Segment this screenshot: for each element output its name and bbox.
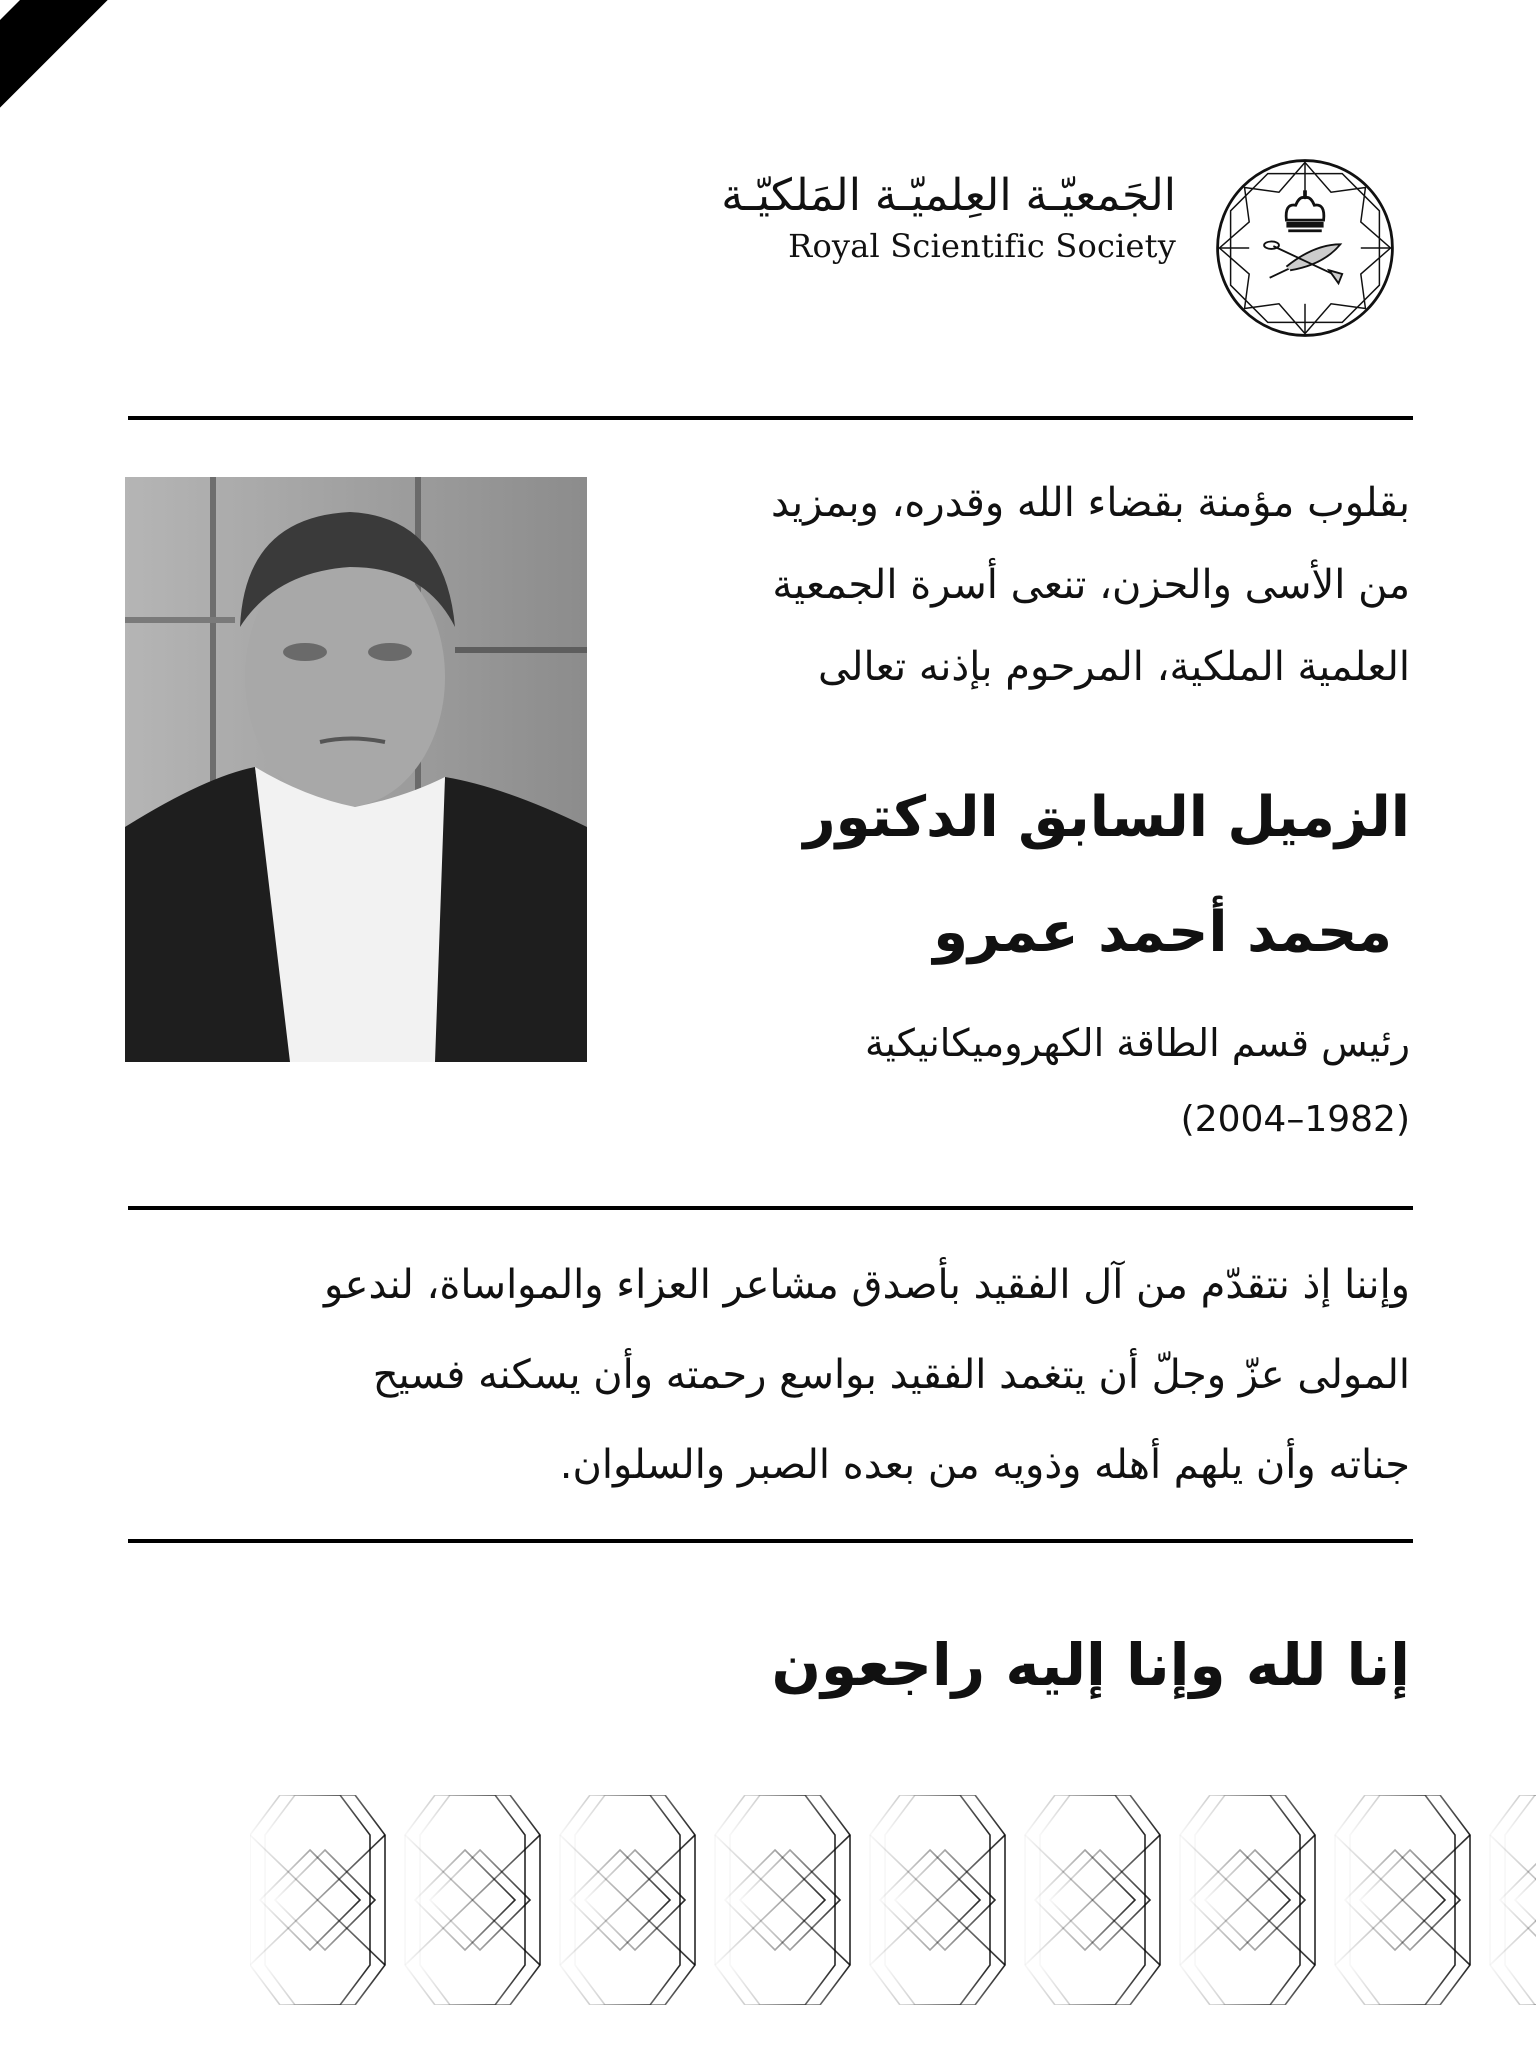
divider-middle [128,1206,1413,1210]
condolence-paragraph [120,1240,1410,1510]
condolence-line: وإننا إذ نتقدّم من آل الفقيد بأصدق مشاعر العزاء والمواساة، لندعو [324,1262,1410,1308]
intro-paragraph [730,462,1410,708]
rss-emblem-icon [1212,155,1398,341]
deceased-service-years: (2004–1982) [1180,1099,1410,1140]
deceased-position: رئيس قسم الطاقة الكهروميكانيكية [864,1021,1410,1065]
divider-top [128,416,1413,420]
condolence-line: جناته وأن يلهم أهله وذويه من بعده الصبر والسلوان. [559,1442,1410,1488]
divider-bottom [128,1539,1413,1543]
mourning-ribbon [0,0,267,124]
intro-line: العلمية الملكية، المرحوم بإذنه تعالى [817,644,1410,690]
deceased-photo [125,477,587,1062]
organization-name-english: Royal Scientific Society [788,227,1176,265]
intro-line: بقلوب مؤمنة بقضاء الله وقدره، وبمزيد [771,480,1410,526]
deceased-name: محمد أحمد عمرو [933,900,1392,965]
geometric-pattern-band [250,1795,1536,2005]
organization-logo-text [721,168,1176,268]
deceased-title: الزميل السابق الدكتور [803,785,1410,850]
closing-verse: إنا لله وإنا إليه راجعون [771,1631,1410,1699]
intro-line: من الأسى والحزن، تنعى أسرة الجمعية [772,562,1410,608]
portrait-image [125,477,587,1062]
organization-name-arabic: الجَمعيّـة العِلميّـة المَلكيّـة [721,170,1176,221]
condolence-line: المولى عزّ وجلّ أن يتغمد الفقيد بواسع رحمته وأن يسكنه فسيح [372,1352,1410,1398]
deceased-heading [690,760,1410,990]
